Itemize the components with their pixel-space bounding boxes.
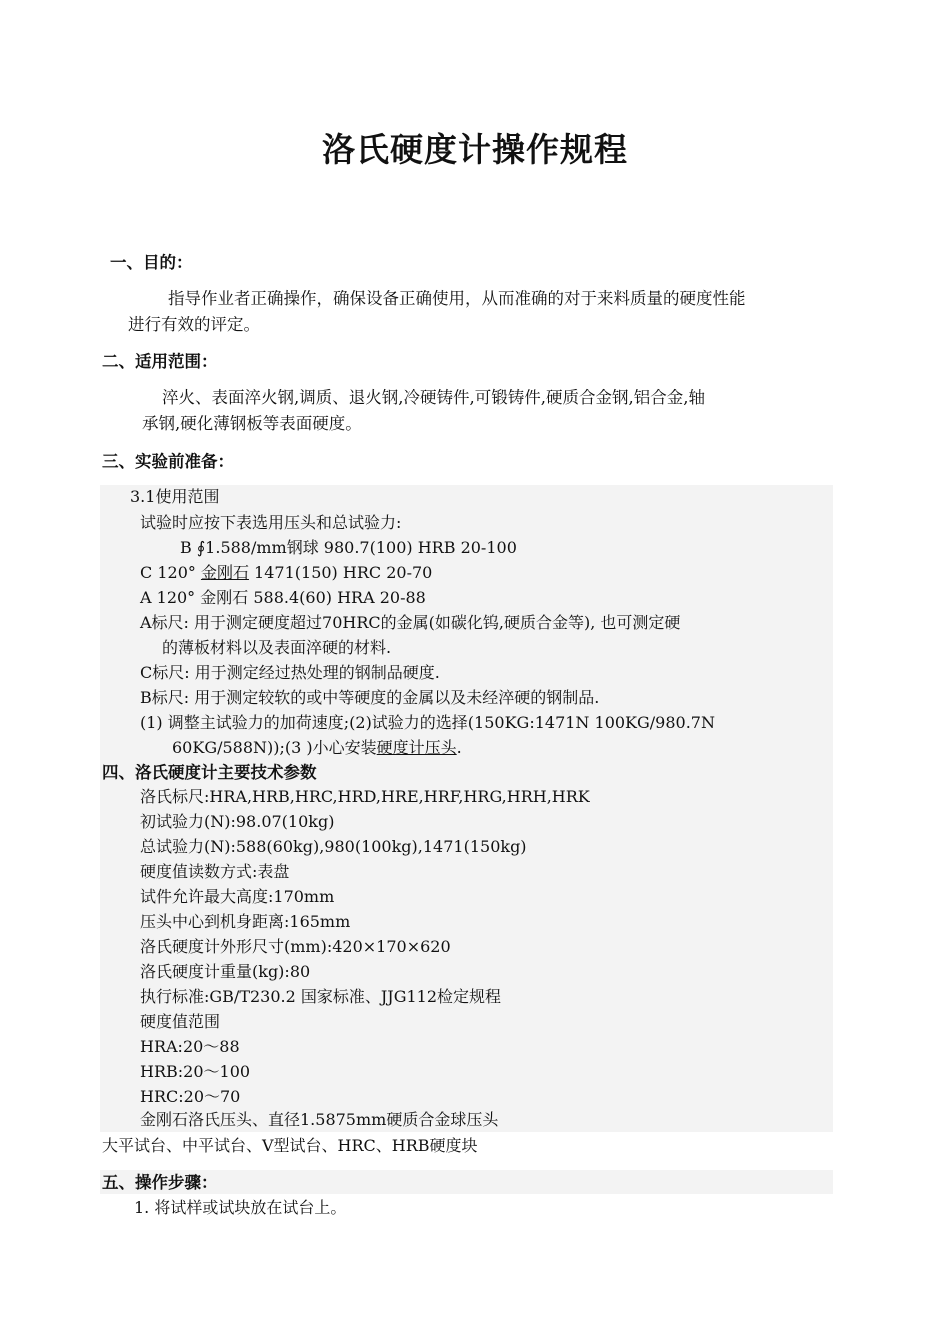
spec-item: HRC:20～70 (140, 1087, 241, 1106)
diamond-link-text: 金刚石 (200, 563, 249, 582)
spec-item: 金刚石洛氏压头、直径1.5875mm硬质合金球压头 (140, 1110, 499, 1129)
s3-line-a-scale-desc-1: A标尺: 用于测定硬度超过70HRC的金属(如碳化钨,硬质合金等), 也可测定硬 (140, 613, 681, 632)
s3-line-usage-range: 3.1使用范围 (130, 487, 220, 506)
spec-item: 压头中心到机身距离:165mm (140, 912, 351, 931)
spec-item: 执行标准:GB/T230.2 国家标准、JJG112检定规程 (140, 987, 502, 1006)
s3-line-steps-1: (1) 调整主试验力的加荷速度;(2)试验力的选择(150KG:1471N 100KG/980.7N (140, 713, 715, 732)
spec-item: 硬度值读数方式:表盘 (140, 862, 290, 881)
s3-scale-c-prefix: C 120° (140, 563, 201, 582)
section-1-text-line-2: 进行有效的评定。 (128, 315, 260, 334)
s3-line-intro: 试验时应按下表选用压头和总试验力: (140, 513, 402, 532)
spec-tail: 大平试台、中平试台、V型试台、HRC、HRB硬度块 (102, 1136, 478, 1155)
s3-line-steps-2 (172, 736, 462, 760)
s3-line-scale-c (140, 561, 432, 585)
s3-steps-prefix: 60KG/588N));(3 )小心安装 (172, 738, 377, 757)
section-2-text-line-1: 淬火、表面淬火钢,调质、退火钢,冷硬铸件,可锻铸件,硬质合金钢,铝合金,轴 (162, 388, 705, 407)
section-5-heading: 五、操作步骤： (102, 1173, 218, 1192)
s3-steps-suffix: . (456, 738, 462, 757)
step-1: 1. 将试样或试块放在试台上。 (134, 1198, 347, 1217)
spec-item: 试件允许最大高度:170mm (140, 887, 335, 906)
section-1-text-line-1: 指导作业者正确操作，确保设备正确使用，从而准确的对于来料质量的硬度性能 (168, 289, 746, 308)
s3-line-c-scale-desc: C标尺: 用于测定经过热处理的钢制品硬度. (140, 663, 440, 682)
spec-item: 硬度值范围 (140, 1012, 221, 1031)
spec-item: 洛氏硬度计外形尺寸(mm):420×170×620 (140, 937, 451, 956)
spec-item: HRB:20～100 (140, 1062, 251, 1081)
section-4-heading: 四、洛氏硬度计主要技术参数 (102, 763, 317, 782)
spec-item: 洛氏标尺:HRA,HRB,HRC,HRD,HRE,HRF,HRG,HRH,HRK (140, 787, 590, 806)
spec-item: 洛氏硬度计重量(kg):80 (140, 962, 311, 981)
s3-line-a-scale-desc-2: 的薄板材料以及表面淬硬的材料. (162, 638, 392, 657)
s3-scale-c-suffix: 1471(150) HRC 20-70 (248, 563, 433, 582)
indenter-link-text: 硬度计压头 (376, 738, 457, 757)
spec-item: HRA:20～88 (140, 1037, 240, 1056)
s3-line-scale-b: B ∮1.588/mm钢球 980.7(100) HRB 20-100 (180, 538, 517, 557)
page-title: 洛氏硬度计操作规程 (322, 130, 628, 169)
section-3-heading: 三、实验前准备： (102, 452, 234, 471)
section-2-text-line-2: 承钢,硬化薄钢板等表面硬度。 (142, 414, 362, 433)
spec-item: 总试验力(N):588(60kg),980(100kg),1471(150kg) (140, 837, 527, 856)
spec-item: 初试验力(N):98.07(10kg) (140, 812, 335, 831)
s3-line-b-scale-desc: B标尺: 用于测定较软的或中等硬度的金属以及未经淬硬的钢制品. (140, 688, 600, 707)
s3-line-scale-a: A 120° 金刚石 588.4(60) HRA 20-88 (140, 588, 426, 607)
section-1-heading: 一、目的： (110, 253, 193, 272)
section-2-heading: 二、适用范围： (102, 352, 218, 371)
